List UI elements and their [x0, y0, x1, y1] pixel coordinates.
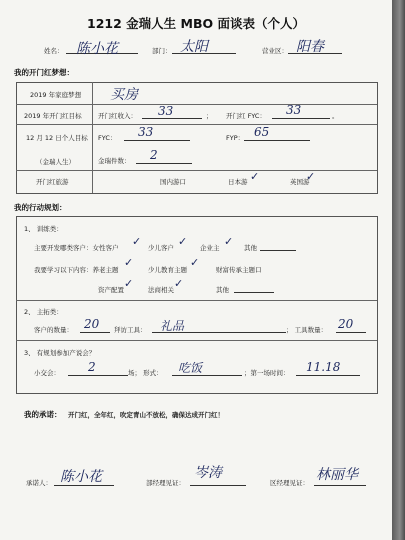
promise-text: 开门红，全年红，吹定青山不放松，确保达成开门红！ — [68, 411, 224, 419]
area-manager-underline — [314, 485, 366, 486]
dept-value: 太阳 — [180, 39, 208, 55]
fyp-value: 65 — [254, 125, 270, 139]
tool-count-value: 20 — [338, 317, 354, 331]
first-time-value: 11.18 — [306, 360, 341, 374]
travel-option-domestic: 国内游口 — [160, 178, 186, 186]
dept-manager-signature: 岑涛 — [194, 465, 222, 481]
kmh-fyc-label: 开门红 FYC： — [226, 112, 266, 120]
seminar-underline — [68, 375, 128, 376]
fyc-value: 33 — [138, 125, 154, 139]
training-heading: 1、 训练类： — [24, 225, 63, 233]
option-other-2: 其他 — [216, 286, 229, 294]
dept-manager-label: 部经理见证： — [146, 479, 185, 487]
dream-table-divider — [92, 82, 93, 193]
checkmark-icon: ✓ — [178, 235, 188, 248]
option-child-edu: 少儿教育主题 — [148, 266, 187, 274]
fyp-label: FYP： — [226, 134, 245, 142]
promiser-label: 承诺人： — [26, 479, 52, 487]
fyp-underline — [244, 140, 310, 141]
checkmark-icon: ✓ — [224, 235, 234, 248]
checkmark-icon: ✓ — [132, 235, 142, 248]
checkmark-icon: ✓ — [124, 277, 134, 290]
case-count-value: 2 — [150, 148, 158, 162]
dream-section-title: 我的开门红梦想： — [14, 68, 74, 77]
plan-row-line — [16, 300, 377, 301]
dream-row-line — [16, 170, 377, 171]
travel-option-japan: 日本游 — [228, 178, 248, 186]
kmh-fyc-underline — [272, 118, 330, 119]
seminar-value: 2 — [88, 360, 96, 374]
learning-label: 我要学习以下内容：养老主题 — [34, 266, 119, 274]
kmh-income-value: 33 — [158, 104, 174, 118]
travel-label: 开门红旅游 — [36, 178, 69, 186]
option-legal: 法商相关 — [148, 286, 174, 294]
other-underline — [234, 292, 274, 293]
tool-count-underline — [336, 332, 366, 333]
office-value: 阳春 — [296, 39, 324, 55]
checkmark-icon: ✓ — [174, 277, 184, 290]
case-count-label: 金瑞件数： — [98, 157, 131, 165]
expansion-heading: 2、 主拓类： — [24, 308, 63, 316]
travel-option-uk: 英国游 — [290, 178, 310, 186]
option-asset: 资产配置 — [98, 286, 124, 294]
checkmark-icon: ✓ — [250, 170, 260, 183]
customer-count-label: 客户的数量： — [34, 326, 73, 334]
family-dream-label: 2019 年家庭梦想 — [30, 91, 82, 99]
kmh-target-label: 2019 年开门红目标 — [24, 112, 82, 120]
fyc-label: FYC： — [98, 134, 117, 142]
background-edge — [392, 0, 405, 540]
checkmark-icon: ✓ — [190, 256, 200, 269]
kmh-income-label: 开门红收入： — [98, 112, 137, 120]
format-value: 吃饭 — [178, 361, 203, 375]
kmh-fyc-value: 33 — [286, 103, 302, 117]
period: 。 — [332, 112, 339, 120]
promiser-signature: 陈小花 — [60, 469, 102, 485]
first-time-underline — [296, 375, 360, 376]
option-business-owner: 企业主 — [200, 244, 220, 252]
kmh-income-underline — [142, 118, 202, 119]
area-manager-label: 区经理见证： — [270, 479, 309, 487]
plan-row-line — [16, 340, 377, 341]
seminar-heading: 3、 有规划参加产说会？ — [24, 349, 96, 357]
case-count-underline — [136, 163, 192, 164]
promise-label: 我的承诺： — [24, 410, 62, 419]
personal-target-label: 12 月 12 日个人目标 — [26, 134, 88, 142]
dream-row-line — [16, 124, 377, 125]
customer-count-value: 20 — [84, 317, 100, 331]
visit-tool-value: 礼品 — [160, 319, 185, 333]
plan-section-title: 我的行动规划： — [14, 203, 67, 212]
name-label: 姓名： — [44, 47, 64, 55]
other-underline — [260, 250, 296, 251]
dream-row-line — [16, 104, 377, 105]
customer-type-label: 主要开发哪类客户：女性客户 — [34, 244, 119, 252]
format-label: 场； 形式： — [128, 369, 163, 377]
family-dream-value: 买房 — [110, 87, 138, 103]
fyc-underline — [124, 140, 190, 141]
personal-target-sub: （金瑞人生） — [36, 158, 75, 166]
tool-count-label: ； 工具数量： — [286, 326, 328, 334]
name-value: 陈小花 — [76, 41, 118, 57]
option-other-1: 其他 — [244, 244, 257, 252]
visit-tool-label: 拜访工具： — [114, 326, 147, 334]
dept-manager-underline — [190, 485, 246, 486]
checkmark-icon: ✓ — [306, 170, 316, 183]
first-time-label: ；第一场时间： — [244, 369, 290, 377]
option-wealth: 财富传承主题口 — [216, 266, 262, 274]
office-label: 营业区： — [262, 47, 288, 55]
seminar-label: 小交会： — [34, 369, 60, 377]
area-manager-signature: 林丽华 — [316, 467, 358, 483]
dept-label: 部门： — [152, 47, 172, 55]
semicolon: ； — [206, 112, 213, 120]
option-child-customer: 少儿客户 — [148, 244, 174, 252]
form-title: 1212 金瑞人生 MBO 面谈表（个人） — [87, 16, 305, 31]
checkmark-icon: ✓ — [124, 256, 134, 269]
customer-count-underline — [80, 332, 110, 333]
